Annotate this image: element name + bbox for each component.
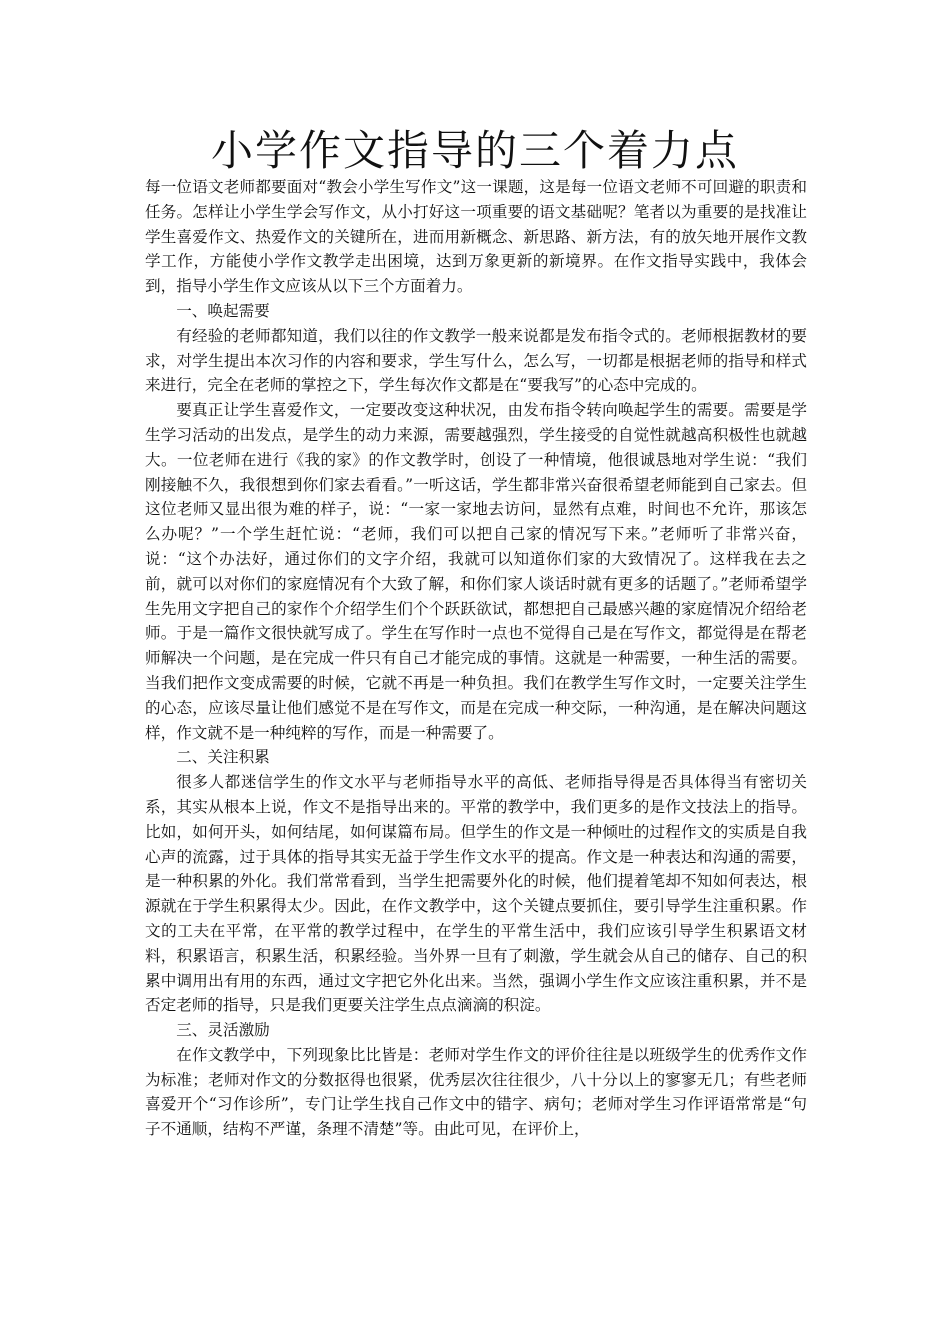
- section-heading-3: 三、灵活激励: [176, 1021, 270, 1040]
- document-body: [145, 175, 807, 1142]
- section-heading-2: 二、关注积累: [176, 748, 270, 767]
- section-2-paragraph-1: 很多人都迷信学生的作文水平与老师指导水平的高低、老师指导得是否具体得当有密切关系，其实从根本上说，作文不是指导出来的。平常的教学中，我们更多的是作文技法上的指导。比如，如何开头，如何结尾，如何谋篇布局。但学生的作文是一种倾吐的过程作文的实质是自我心声的流露，过于具体的指导其实无益于学生作文水平的提高。作文是一种表达和沟通的需要，是一种积累的外化。我们常常看到，当学生把需要外化的时候，他们提着笔却不知如何表达，根源就在于学生积累得太少。因此，在作文教学中，这个关键点要抓住，要引导学生注重积累。作文的工夫在平常，在平常的教学过程中，在学生的平常生活中，我们应该引导学生积累语文材料，积累语言，积累生活，积累经验。当外界一旦有了刺激，学生就会从自己的储存、自己的积累中调用出有用的东西，通过文字把它外化出来。当然，强调小学生作文应该注重积累，并不是否定老师的指导，只是我们更要关注学生点点滴滴的积淀。: [145, 773, 807, 1015]
- section-1-paragraph-1: 有经验的老师都知道，我们以往的作文教学一般来说都是发布指令式的。老师根据教材的要求，对学生提出本次习作的内容和要求，学生写什么，怎么写，一切都是根据老师的指导和样式来进行，完全在老师的掌控之下，学生每次作文都是在“要我写”的心态中完成的。: [145, 326, 807, 395]
- intro-paragraph: 每一位语文老师都要面对“教会小学生写作文”这一课题，这是每一位语文老师不可回避的职责和任务。怎样让小学生学会写作文，从小打好这一项重要的语文基础呢？笔者以为重要的是找准让学生喜爱作文、热爱作文的关键所在，进而用新概念、新思路、新方法，有的放矢地开展作文教学工作，方能使小学作文教学走出困境，达到万象更新的新境界。在作文指导实践中，我体会到，指导小学生作文应该从以下三个方面着力。: [145, 178, 807, 296]
- section-3-paragraph-1: 在作文教学中，下列现象比比皆是：老师对学生作文的评价往往是以班级学生的优秀作文作为标准；老师对作文的分数抠得也很紧，优秀层次往往很少，八十分以上的寥寥无几；有些老师喜爱开个“习作诊所”，专门让学生找自己作文中的错字、病句；老师对学生习作评语常常是“句子不通顺，结构不严谨，条理不清楚”等。由此可见，在评价上，: [145, 1045, 807, 1139]
- section-heading-1: 一、唤起需要: [176, 301, 270, 320]
- document-title: 小学作文指导的三个着力点: [210, 126, 739, 175]
- section-1-paragraph-2: 要真正让学生喜爱作文，一定要改变这种状况，由发布指令转向唤起学生的需要。需要是学生学习活动的出发点，是学生的动力来源，需要越强烈，学生接受的自觉性就越高积极性也就越大。一位老师在进行《我的家》的作文教学时，创设了一种情境，他很诚恳地对学生说：“我们刚接触不久，我很想到你们家去看看。”一听这话，学生都非常兴奋很希望老师能到自己家去。但这位老师又显出很为难的样子，说：“一家一家地去访问，显然有点难，时间也不允许，那该怎么办呢？”一个学生赶忙说：“老师，我们可以把自己家的情况写下来。”老师听了非常兴奋，说：“这个办法好，通过你们的文字介绍，我就可以知道你们家的大致情况了。这样我在去之前，就可以对你们的家庭情况有个大致了解，和你们家人谈话时就有更多的话题了。”老师希望学生先用文字把自己的家作个介绍学生们个个跃跃欲试，都想把自己最感兴趣的家庭情况介绍给老师。于是一篇作文很快就写成了。学生在写作时一点也不觉得自己是在写作文，都觉得是在帮老师解决一个问题，是在完成一件只有自己才能完成的事情。这就是一种需要，一种生活的需要。当我们把作文变成需要的时候，它就不再是一种负担。我们在教学生写作文时，一定要关注学生的心态，应该尽量让他们感觉不是在写作文，而是在完成一种交际，一种沟通，是在解决问题这样，作文就不是一种纯粹的写作，而是一种需要了。: [145, 401, 807, 742]
